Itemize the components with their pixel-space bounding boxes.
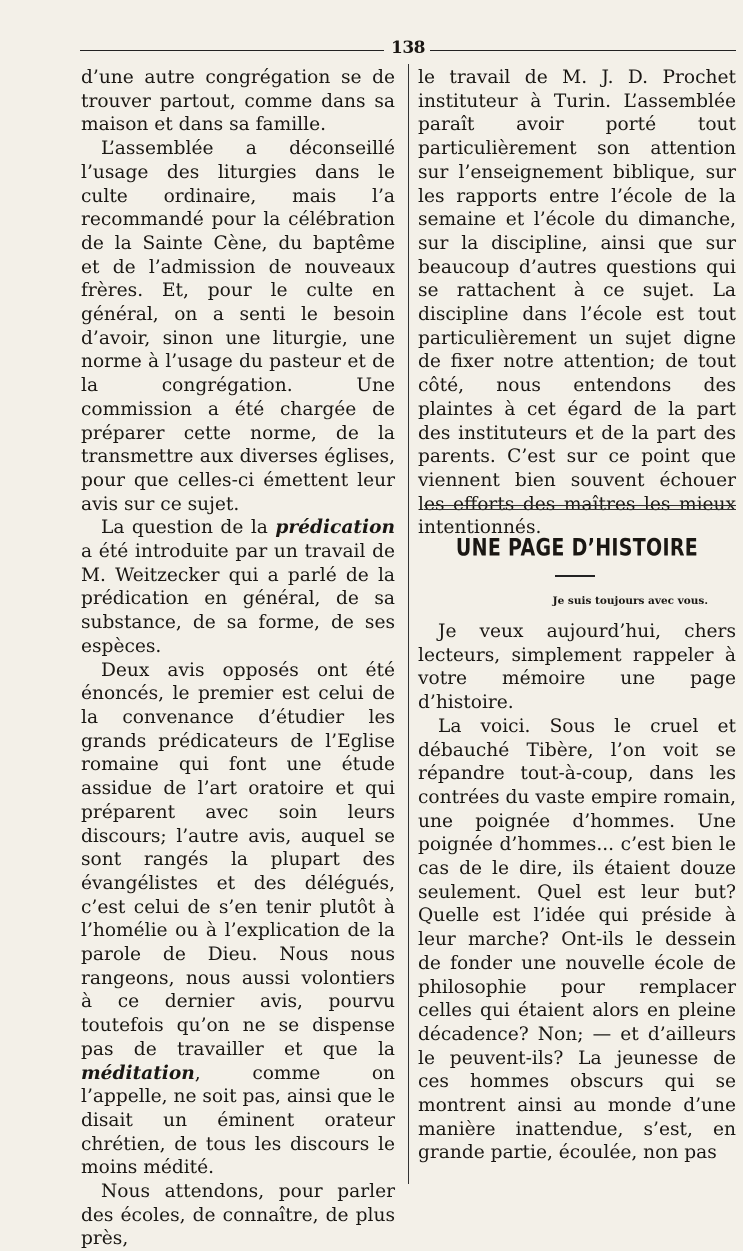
title-dash — [555, 575, 595, 577]
paragraph: La voici. Sous le cruel et débauché Tibère, l’on voit se répandre tout-à-coup, dans les contrées du vaste empire romain, une poignée d’hommes. Une poignée d’hommes... c’est bien le cas de le dire, ils étaient douze seulement. Quel est leur but? Quelle est l’idée qui préside à leur marche? Ont-ils le dessein de fonder une nouvelle école de philosophie pour remplacer celles qui étaient alors en pleine décadence? Non; — et d’ailleurs le peuvent-ils? La jeunesse de ces hommes obscurs qui se montrent ainsi au monde d’une manière inattendue, s’est, en grande partie, écoulée, non pas — [418, 715, 736, 1164]
paragraph — [81, 516, 395, 658]
right-column-top — [418, 66, 736, 540]
section-separator — [424, 505, 736, 510]
column-divider — [408, 64, 409, 1184]
paragraph: d’une autre congrégation se de trouver partout, comme dans sa maison et dans sa famille. — [81, 67, 395, 136]
left-column — [81, 66, 395, 1251]
text-run: La question de la — [101, 517, 276, 539]
paragraph: L’assemblée a déconseillé l’usage des liturgies dans le culte ordinaire, mais l’a recommandé pour la célébration de la Sainte Cène, du baptême et de l’admission de nouveaux frères. Et, pour le culte en général, on a senti le besoin d’avoir, sinon une liturgie, une norme à l’usage du pasteur et de la congrégation. Une commission a été chargée de préparer cette norme, de la transmettre aux diverses églises, pour que celles-ci émettent leur avis sur ce sujet. — [81, 138, 395, 515]
right-column-bottom — [418, 620, 736, 1165]
paragraph: Je veux aujourd’hui, chers lecteurs, simplement rappeler à votre mémoire une page d’histoire. — [418, 621, 736, 714]
italic-term: prédication — [275, 517, 395, 539]
text-run: , comme on l’appelle, ne soit pas, ainsi que le disait un éminent orateur chrétien, de tous les discours le moins médité. — [81, 1062, 395, 1179]
paragraph — [81, 659, 395, 1180]
text-run: a été introduite par un travail de M. Weitzecker qui a parlé de la prédication en général, de sa substance, de sa forme, de ses espèces. — [81, 541, 395, 657]
epigraph: Je suis toujours avec vous. — [552, 595, 708, 607]
paragraph: Nous attendons, pour parler des écoles, de connaître, de plus près, — [81, 1181, 395, 1250]
page-number: 138 — [391, 38, 425, 58]
header-rule-right — [430, 50, 736, 51]
header-rule-left — [80, 50, 384, 51]
italic-term: méditation — [81, 1062, 195, 1084]
paragraph: le travail de M. J. D. Prochet instituteur à Turin. L’assemblée paraît avoir porté tout particulièrement son attention sur l’enseignement biblique, sur les rapports entre l’école de la semaine et l’école du dimanche, sur la discipline, ainsi que sur beaucoup d’autres questions qui se rattachent à ce sujet. La discipline dans l’école est tout particulièrement un sujet digne de fixer notre attention; de tout côté, nous entendons des plaintes à cet égard de la part des instituteurs et de la part des parents. C’est sur ce point que viennent bien souvent échouer les efforts des maîtres les mieux intentionnés. — [418, 67, 736, 539]
section-title: UNE PAGE D’HISTOIRE — [455, 534, 699, 562]
text-run: Deux avis opposés ont été énoncés, le premier est celui de la convenance d’étudier les grands prédicateurs de l’Eglise romaine qui font une étude assidue de l’art oratoire et qui préparent avec soin leurs discours; l’autre avis, auquel se sont rangés la plupart des évangélistes et des délégués, c’est celui de s’en tenir plutôt à l’homélie ou à l’explication de la parole de Dieu. Nous nous rangeons, nous aussi volontiers à ce dernier avis, pourvu toutefois qu’on ne se dispense pas de travailler et que la — [81, 659, 395, 1060]
